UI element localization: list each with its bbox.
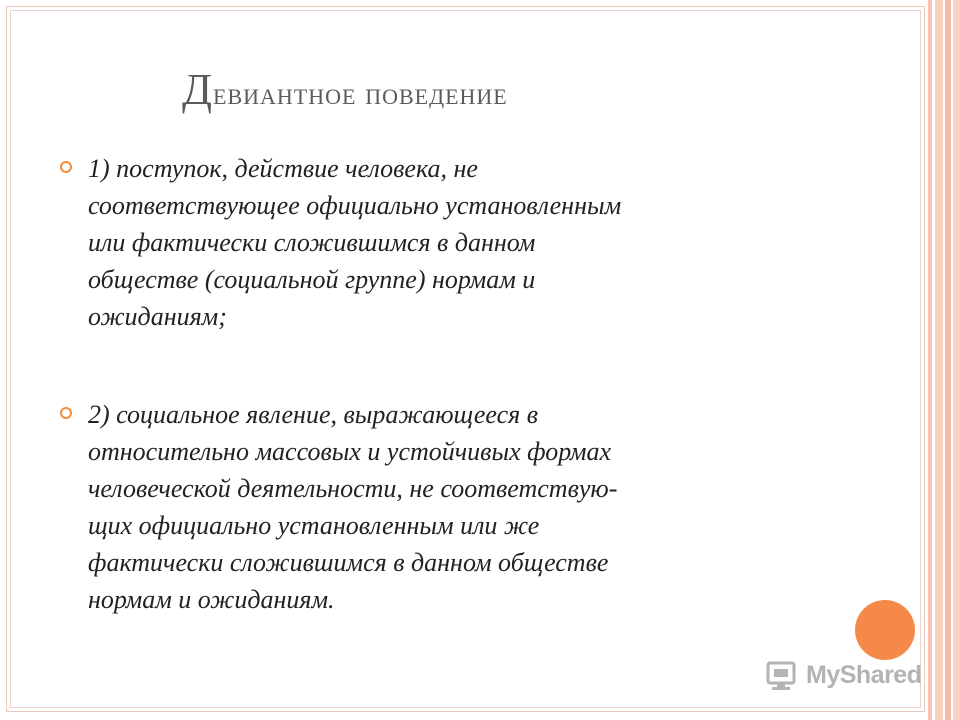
- bullet-2-line: нормам и ожиданиям.: [88, 585, 335, 614]
- slide-title: [182, 64, 802, 115]
- bullet-1-line: или фактически сложившимся в данном: [88, 228, 536, 257]
- bullet-2-line: относительно массовых и устойчивых формах: [88, 437, 612, 466]
- bullet-1-line: обществе (социальной группе) нормам и: [88, 265, 536, 294]
- title-rest: евиантное поведение: [213, 76, 508, 111]
- watermark-text: MyShared: [806, 660, 922, 689]
- bullet-2-line: 2) социальное явление, выражающееся в: [88, 400, 538, 429]
- bullet-text-2: [88, 396, 848, 618]
- bullet-2-line: человеческой деятельности, не соответствую-: [88, 474, 618, 503]
- bullet-2-line: фактически сложившимся в данном обществе: [88, 548, 609, 577]
- circle-bullet-icon: [60, 407, 72, 419]
- decorative-orange-circle: [855, 600, 915, 660]
- bullet-1-line: соответствующее официально установленным: [88, 191, 622, 220]
- myshared-logo-icon: [766, 659, 800, 691]
- decorative-stripes: [926, 0, 960, 720]
- bullet-text-1: [88, 150, 848, 335]
- bullet-1-line: 1) поступок, действие человека, не: [88, 154, 478, 183]
- circle-bullet-icon: [60, 161, 72, 173]
- watermark: [766, 655, 921, 695]
- bullet-1-line: ожиданиям;: [88, 302, 227, 331]
- bullet-2-line: щих официально установленным или же: [88, 511, 540, 540]
- title-first-letter: Д: [182, 65, 214, 114]
